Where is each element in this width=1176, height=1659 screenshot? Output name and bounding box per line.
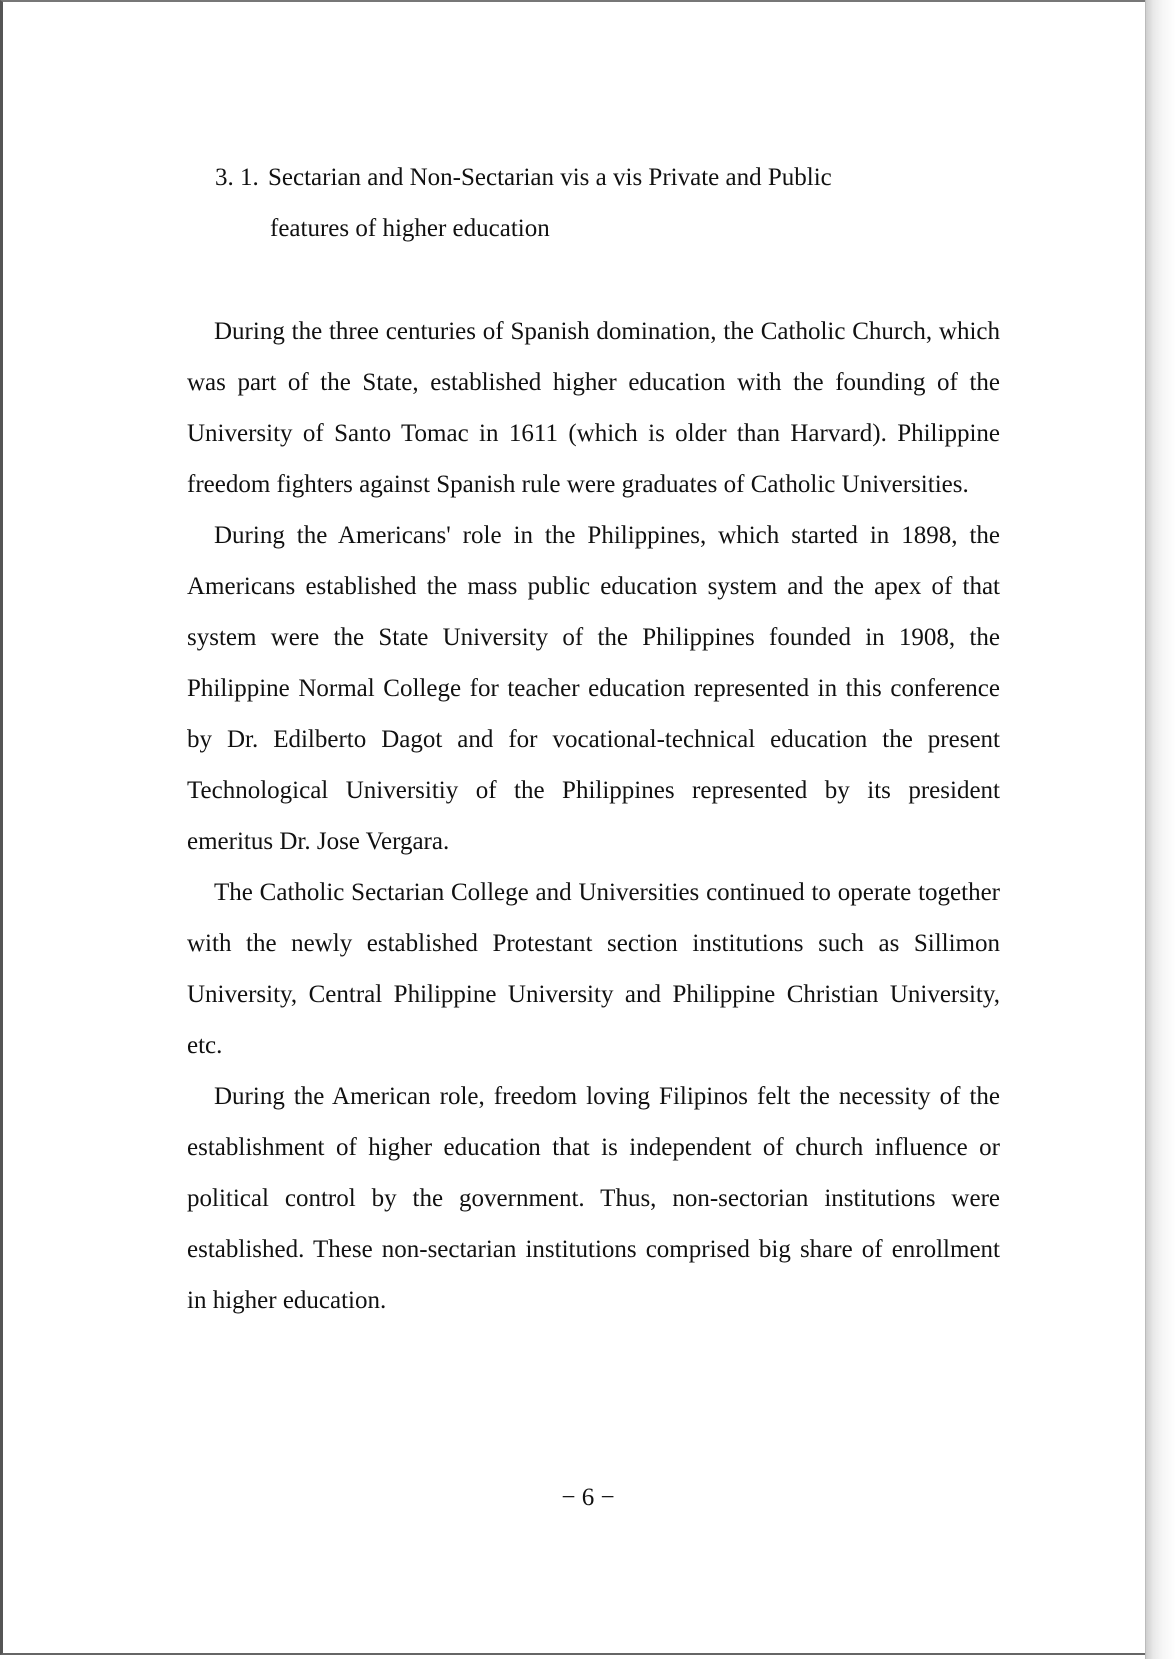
section-number: 3. 1. [215, 164, 259, 191]
page-number: − 6 − [561, 1484, 615, 1511]
paragraph-american-era: During the Americans' role in the Philippines, which started in 1898, the Americans established the mass public education system and the apex of that system were the State University of the Philippines founded in 1908, the Philippine Normal College for teacher education represented in this conference by Dr. Edilberto Dagot and for vocational-technical education the present Technological Universitiy of the Philippines represented by its president emeritus Dr. Jose Vergara. [187, 522, 1000, 855]
body-text [187, 306, 1000, 1326]
paragraph-spanish-era: During the three centuries of Spanish domination, the Catholic Church, which was part of the State, established higher education with the founding of the University of Santo Tomac in 1611 (which is older than Harvard). Philippine freedom fighters against Spanish rule were graduates of Catholic Universities. [187, 318, 1000, 498]
paragraph-non-sectarian-institutions: During the American role, freedom loving Filipinos felt the necessity of the establishment of higher education that is independent of church influence or political control by the government. Thus, non-sectorian institutions were established. These non-sectarian institutions comprised big share of enrollment in higher education. [187, 1083, 1000, 1314]
section-heading [215, 152, 1005, 254]
page-right-edge [1145, 0, 1146, 1659]
section-title-line-2: features of higher education [270, 215, 550, 242]
paragraph-sectarian-institutions: The Catholic Sectarian College and Universities continued to operate together with the newly established Protestant section institutions such as Sillimon University, Central Philippine University and Philippine Christian University, etc. [187, 879, 1000, 1059]
page-right-shadow [1146, 0, 1176, 1659]
section-title-line-1: Sectarian and Non-Sectarian vis a vis Private and Public [268, 164, 832, 191]
